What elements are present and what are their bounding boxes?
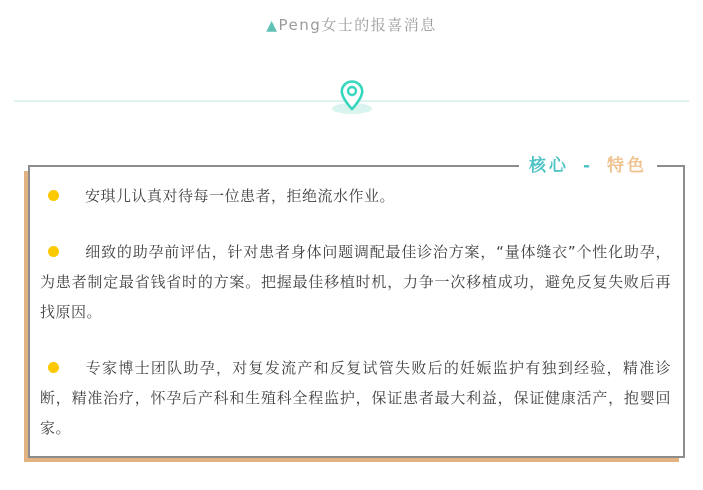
content-card <box>28 156 685 458</box>
location-pin-icon <box>330 80 374 114</box>
bullet-paragraph <box>40 181 671 211</box>
paragraph-text: 安琪儿认真对待每一位患者，拒绝流水作业。 <box>85 187 396 205</box>
bullet-icon <box>48 362 59 373</box>
bullet-paragraph <box>40 237 671 327</box>
paragraph-text: 细致的助孕前评估，针对患者身体问题调配最佳诊治方案，“量体缝衣”个性化助孕，为患者制定最省钱省时的方案。把握最佳移植时机，力争一次移植成功，避免反复失败后再找原因。 <box>40 243 671 321</box>
label-feature: 特色 <box>607 156 647 176</box>
triangle-up-icon: ▲ <box>266 18 279 34</box>
page-title-text: Peng女士的报喜消息 <box>278 16 437 34</box>
page-title <box>0 14 703 35</box>
card-label <box>519 152 657 180</box>
location-pin-glyph <box>340 80 364 111</box>
label-separator: - <box>582 156 593 176</box>
bullet-paragraph <box>40 353 671 443</box>
bullet-icon <box>48 246 59 257</box>
label-core: 核心 <box>528 156 569 176</box>
bullet-icon <box>48 190 59 201</box>
paragraph-text: 专家博士团队助孕，对复发流产和反复试管失败后的妊娠监护有独到经验，精准诊断，精准治疗，怀孕后产科和生殖科全程监护，保证患者最大利益，保证健康活产，抱婴回家。 <box>40 359 671 437</box>
